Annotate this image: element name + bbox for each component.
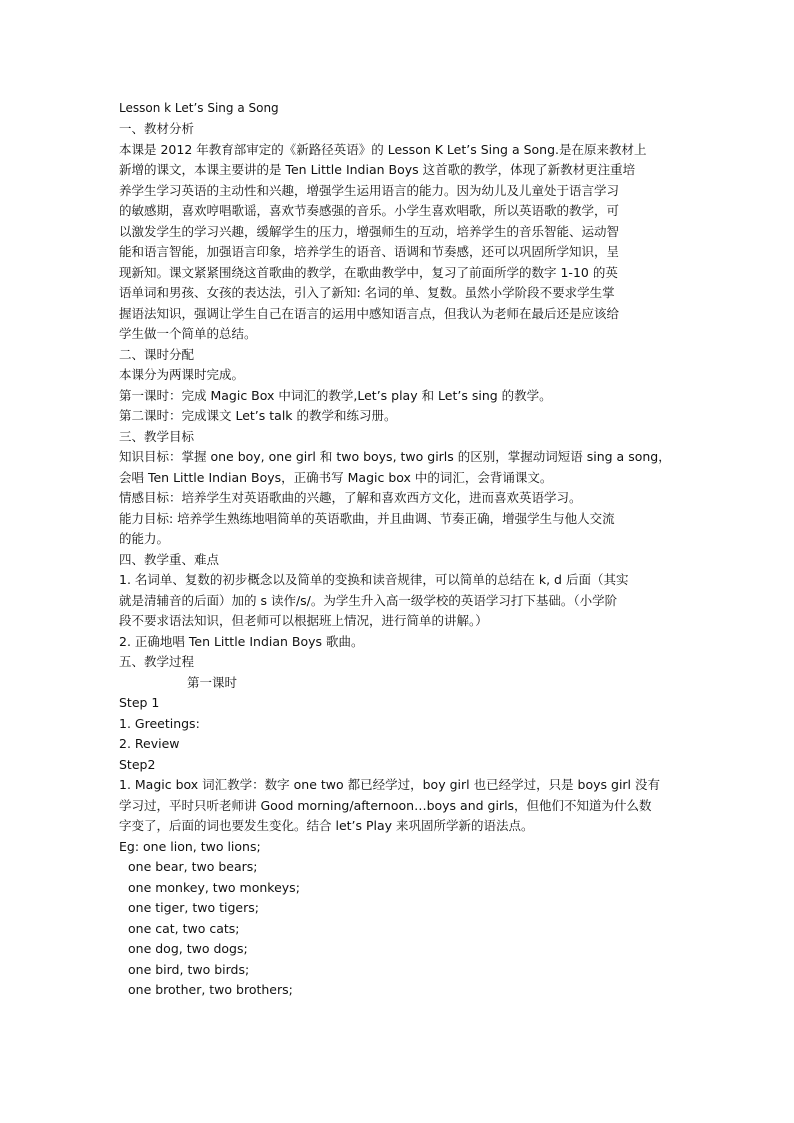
example-line: one bird, two birds; [128, 961, 250, 977]
text-line: 握语法知识，强调让学生自己在语言的运用中感知语言点，但我认为老师在最后还是应该给 [119, 305, 620, 321]
section-heading: 五、教学过程 [119, 654, 195, 669]
text-line: 会唱 Ten Little Indian Boys，正确书写 Magic box 中的词汇，会背诵课文。 [119, 469, 553, 485]
text-line: 就是清辅音的后面）加的 s 读作/s/。为学生升入高一级学校的英语学习打下基础。（小学阶 [119, 592, 618, 608]
text-line: Step2 [119, 756, 156, 772]
text-line: 能力目标: 培养学生熟练地唱简单的英语歌曲，并且曲调、节奏正确，增强学生与他人交流 [119, 510, 615, 526]
text-line: 的敏感期，喜欢哼唱歌谣，喜欢节奏感强的音乐。小学生喜欢唱歌，所以英语歌的教学，可 [119, 203, 620, 218]
text-line: 的能力。 [119, 531, 170, 546]
text-line: 现新知。课文紧紧围绕这首歌曲的教学，在歌曲教学中，复习了前面所学的数字 1-10 的英 [119, 264, 618, 280]
section-heading: 三、教学目标 [119, 428, 195, 444]
example-line: one brother, two brothers; [128, 982, 293, 997]
text-line: 第一课时：完成 Magic Box 中词汇的教学,Let’s play 和 Let’s sing 的教学。 [119, 387, 552, 403]
text-line: 2. 正确地唱 Ten Little Indian Boys 歌曲。 [119, 633, 364, 649]
text-line: 语单词和男孩、女孩的表达法，引入了新知: 名词的单、复数。虽然小学阶段不要求学生掌 [119, 285, 615, 300]
text-line: Step 1 [119, 695, 160, 710]
example-line: one tiger, two tigers; [128, 900, 259, 915]
example-line: one cat, two cats; [128, 920, 240, 936]
example-line: one bear, two bears; [128, 859, 258, 874]
text-line: 1. 名词单、复数的初步概念以及简单的变换和读音规律，可以简单的总结在 k, d 后面（其实 [119, 572, 629, 587]
text-line: 知识目标：掌握 one boy, one girl 和 two boys, two girls 的区别，掌握动词短语 sing a song， [119, 449, 671, 464]
text-line: 1. Magic box 词汇教学：数字 one two 都已经学过，boy girl 也已经学过，只是 boys girl 没有 [119, 777, 660, 792]
text-line: 以激发学生的学习兴趣，缓解学生的压力，增强师生的互动，培养学生的音乐智能、运动智 [119, 223, 620, 239]
text-line: 学习过，平时只听老师讲 Good morning/afternoon…boys and girls，但他们不知道为什么数 [119, 797, 652, 813]
section-heading: 二、课时分配 [119, 346, 195, 362]
example-line: one dog, two dogs; [128, 941, 248, 956]
subheading: 第一课时 [187, 674, 238, 690]
text-line: 本课分为两课时完成。 [119, 367, 245, 382]
text-line: 能和语言智能，加强语言印象，培养学生的语音、语调和节奏感，还可以巩固所学知识，呈 [119, 244, 620, 259]
example-line: one monkey, two monkeys; [128, 879, 300, 895]
text-line: 1. Greetings: [119, 715, 200, 731]
text-line: 段不要求语法知识，但老师可以根据班上情况，进行简单的讲解。） [119, 613, 488, 628]
text-line: 第二课时：完成课文 Let’s talk 的教学和练习册。 [119, 408, 397, 423]
section-heading: 四、教学重、难点 [119, 551, 220, 567]
text-line: 新增的课文，本课主要讲的是 Ten Little Indian Boys 这首歌的教学，体现了新教材更注重培 [119, 162, 636, 177]
text-line: 养学生学习英语的主动性和兴趣，增强学生运用语言的能力。因为幼儿及儿童处于语言学习 [119, 182, 620, 198]
document-content [119, 98, 679, 1001]
text-line: 情感目标：培养学生对英语歌曲的兴趣，了解和喜欢西方文化，进而喜欢英语学习。 [119, 490, 582, 505]
text-line: 2. Review [119, 736, 180, 751]
document-title: Lesson k Let’s Sing a Song [119, 101, 279, 115]
text-line: 学生做一个简单的总结。 [119, 326, 257, 341]
text-line: 本课是 2012 年教育部审定的《新路径英语》的 Lesson K Let’s Sing a Song.是在原来教材上 [119, 141, 647, 157]
text-line: 一、教材分析 [119, 121, 195, 136]
text-line: Eg: one lion, two lions; [119, 838, 261, 854]
text-line: 字变了，后面的词也要发生变化。结合 let’s Play 来巩固所学新的语法点。 [119, 818, 534, 833]
